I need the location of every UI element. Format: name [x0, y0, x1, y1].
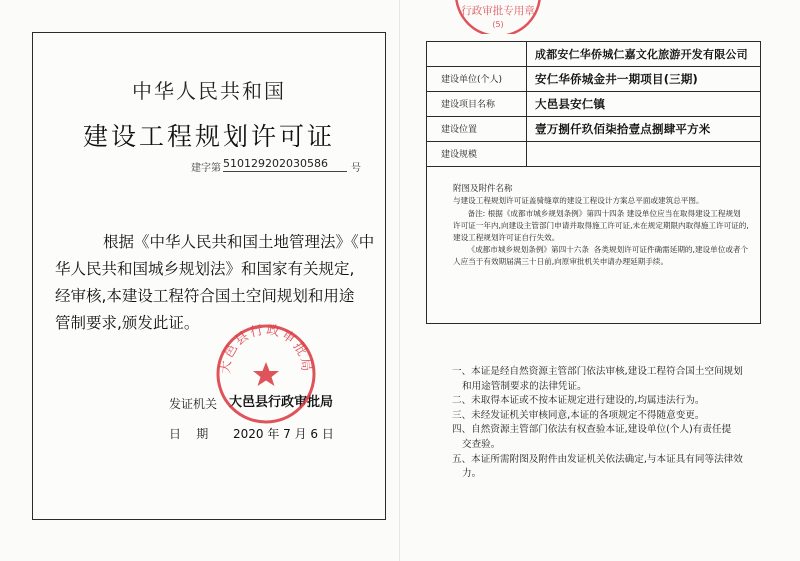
right-page-info-box — [426, 41, 761, 324]
applicant-value: 成都安仁华侨城仁嘉文化旅游开发有限公司 — [527, 42, 761, 66]
cert-no-suffix: 号 — [351, 163, 361, 174]
body-line: 经审核,本建设工程符合国土空间规划和用途 — [55, 287, 355, 305]
body-line: 管制要求,颁发此证。 — [55, 314, 200, 332]
note-text: 五、本证所需附图及附件由发证机关依法确定,与本证具有同等法律效 — [452, 453, 743, 465]
body-line: 根据《中华人民共和国土地管理法》《中 — [103, 233, 375, 251]
note-item — [452, 365, 782, 394]
note-item — [452, 394, 782, 409]
project-info-table — [427, 42, 760, 167]
table-row — [427, 66, 760, 91]
certificate-body — [55, 229, 375, 337]
location-label: 建设位置 — [427, 116, 527, 141]
attachments-title: 附图及附件名称 — [453, 184, 513, 194]
attachment-line: 许可证一年内,向建设主管部门申请并取得施工许可证,未在规定期限内取得施工许可证的, — [453, 221, 749, 230]
attachment-line: 《成都市城乡规划条例》第四十六条 各类规划许可证件确需延期的,建设单位或者个 — [453, 245, 749, 254]
cert-no-value: 510129202030586 — [223, 157, 347, 172]
approval-seal-icon — [452, 0, 544, 34]
certificate-title: 建设工程规划许可证 — [82, 122, 335, 151]
seal-line-1: 行政审批专用章 — [461, 5, 535, 17]
scale-value: 壹万捌仟玖佰柒拾壹点捌肆平方米 — [527, 116, 761, 141]
attachment-line: 备注: 根据《成都市城乡规划条例》第四十四条 建设单位应当在取得建设工程规划 — [453, 209, 741, 218]
issuer-value: 大邑县行政审批局 — [229, 395, 334, 410]
note-continuation: 交查验。 — [462, 438, 501, 450]
note-continuation: 力。 — [462, 468, 482, 480]
seal-line-2: (5) — [492, 20, 504, 29]
date-label: 日 期 — [169, 427, 209, 441]
attachment-line: 建设工程规划许可证自行失效。 — [453, 233, 560, 242]
table-row — [427, 91, 760, 116]
page-fold — [399, 0, 400, 561]
issuer-label: 发证机关 — [169, 397, 218, 411]
country-heading: 中华人民共和国 — [132, 79, 286, 103]
scale-label: 建设规模 — [427, 141, 527, 166]
applicant-label: 建设单位(个人) — [427, 66, 527, 91]
note-item — [452, 423, 782, 452]
note-text: 四、自然资源主管部门依法有权查验本证,建设单位(个人)有责任提 — [452, 424, 732, 436]
table-row — [427, 116, 760, 141]
attachment-line: 与建设工程规划许可证盖骑缝章的建设工程设计方案总平面或建筑总平图。 — [453, 196, 704, 205]
seal-text: 大邑县行政审批局 — [218, 322, 314, 375]
note-item — [452, 409, 782, 424]
note-text: 二、未取得本证或不按本证规定进行建设的,均属违法行为。 — [452, 395, 705, 407]
cert-no-prefix: 建字第 — [191, 163, 221, 174]
legal-notes — [452, 365, 782, 482]
table-row — [427, 42, 760, 66]
date-value: 2020 年 7 月 6 日 — [233, 427, 334, 441]
body-line: 华人民共和国城乡规划法》和国家有关规定, — [55, 260, 355, 278]
attachment-line: 人应当于有效期届满三十日前,向原审批机关申请办理延期手续。 — [453, 257, 669, 266]
note-text: 三、未经发证机关审核同意,本证的各项规定不得随意变更。 — [452, 409, 705, 421]
location-value: 大邑县安仁镇 — [527, 91, 761, 116]
table-row — [427, 141, 760, 166]
project-name-label: 建设项目名称 — [427, 91, 527, 116]
left-page — [32, 32, 386, 520]
note-text: 一、本证是经自然资源主管部门依法审核,建设工程符合国土空间规划 — [452, 366, 743, 377]
official-seal-icon — [214, 322, 318, 426]
note-item — [452, 453, 782, 482]
project-name-value: 安仁华侨城金井一期项目(三期) — [527, 66, 761, 91]
note-continuation: 和用途管制要求的法律凭证。 — [462, 380, 587, 392]
